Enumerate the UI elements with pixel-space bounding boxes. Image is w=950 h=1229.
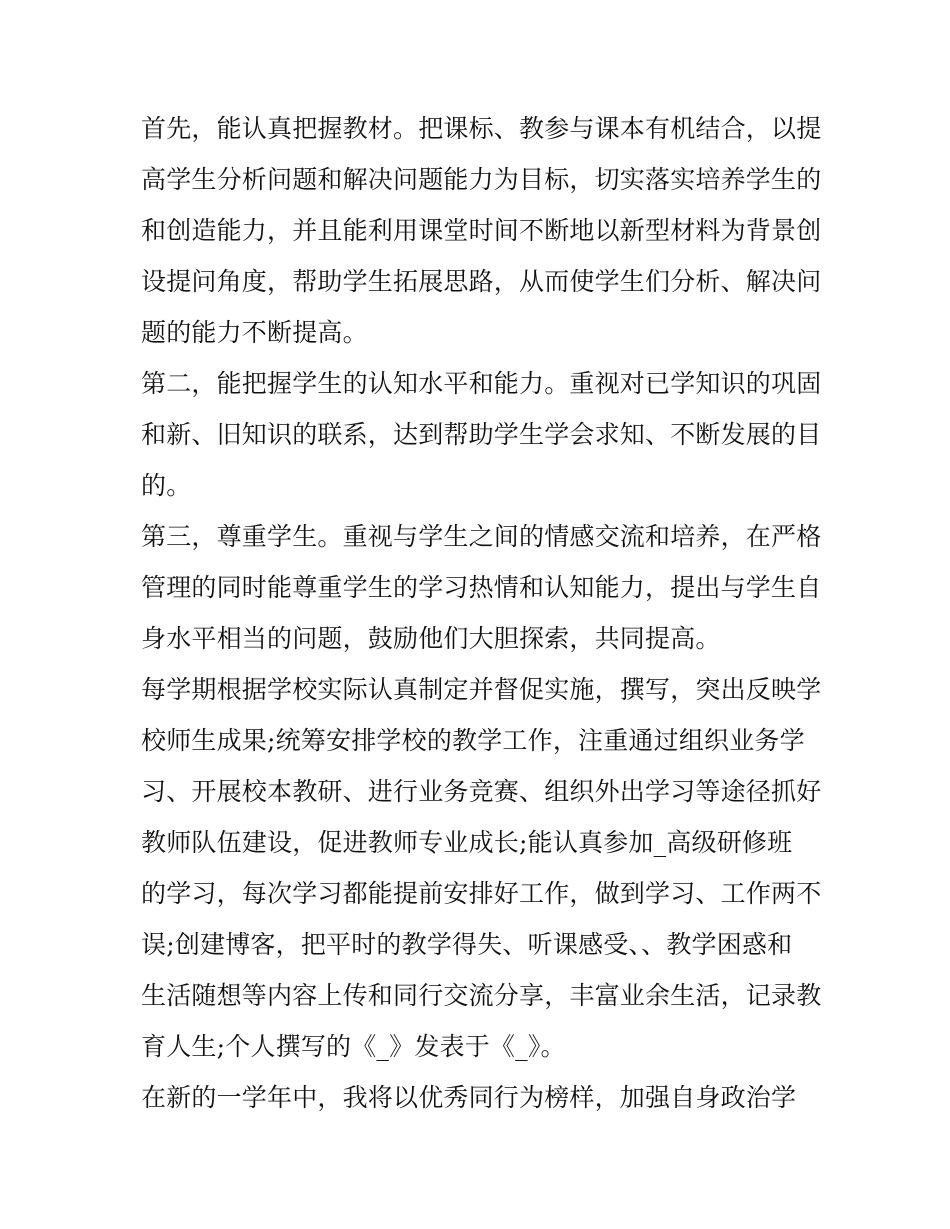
text-line: 每学期根据学校实际认真制定并督促实施，撰写，突出反映学	[141, 675, 822, 704]
text-line: 生活随想等内容上传和同行交流分享，丰富业余生活，记录教	[141, 981, 822, 1010]
text-line: 校师生成果;统筹安排学校的教学工作，注重通过组织业务学	[141, 726, 805, 755]
text-line: 的学习，每次学习都能提前安排好工作，做到学习、工作两不	[141, 879, 822, 908]
paragraph-2	[141, 358, 821, 511]
text-line: 育人生;个人撰写的《_》发表于《_》。	[141, 1032, 566, 1061]
text-line: 在新的一学年中，我将以优秀同行为榜样，加强自身政治学	[141, 1083, 797, 1112]
text-line: 第二，能把握学生的认知水平和能力。重视对已学知识的巩固	[141, 369, 822, 398]
text-line: 的。	[141, 471, 192, 500]
text-line: 和创造能力，并且能利用课堂时间不断地以新型材料为背景创	[141, 216, 822, 245]
text-line: 题的能力不断提高。	[141, 318, 368, 347]
paragraph-5	[141, 1072, 821, 1123]
text-line: 误;创建博客，把平时的教学得失、听课感受、、教学困惑和	[141, 930, 793, 959]
text-line: 高学生分析问题和解决问题能力为目标，切实落实培养学生的	[141, 165, 822, 194]
text-line: 教师队伍建设，促进教师专业成长;能认真参加_高级研修班	[141, 828, 793, 857]
paragraph-4	[141, 664, 821, 1072]
document-body	[141, 103, 821, 1123]
paragraph-3	[141, 511, 821, 664]
paragraph-1	[141, 103, 821, 358]
text-line: 首先，能认真把握教材。把课标、教参与课本有机结合，以提	[141, 114, 822, 143]
text-line: 习、开展校本教研、进行业务竞赛、组织外出学习等途径抓好	[141, 777, 822, 806]
text-line: 管理的同时能尊重学生的学习热情和认知能力，提出与学生自	[141, 573, 822, 602]
text-line: 和新、旧知识的联系，达到帮助学生学会求知、不断发展的目	[141, 420, 822, 449]
text-line: 设提问角度，帮助学生拓展思路，从而使学生们分析、解决问	[141, 267, 822, 296]
text-line: 身水平相当的问题，鼓励他们大胆探索，共同提高。	[141, 624, 721, 653]
text-line: 第三，尊重学生。重视与学生之间的情感交流和培养，在严格	[141, 522, 822, 551]
